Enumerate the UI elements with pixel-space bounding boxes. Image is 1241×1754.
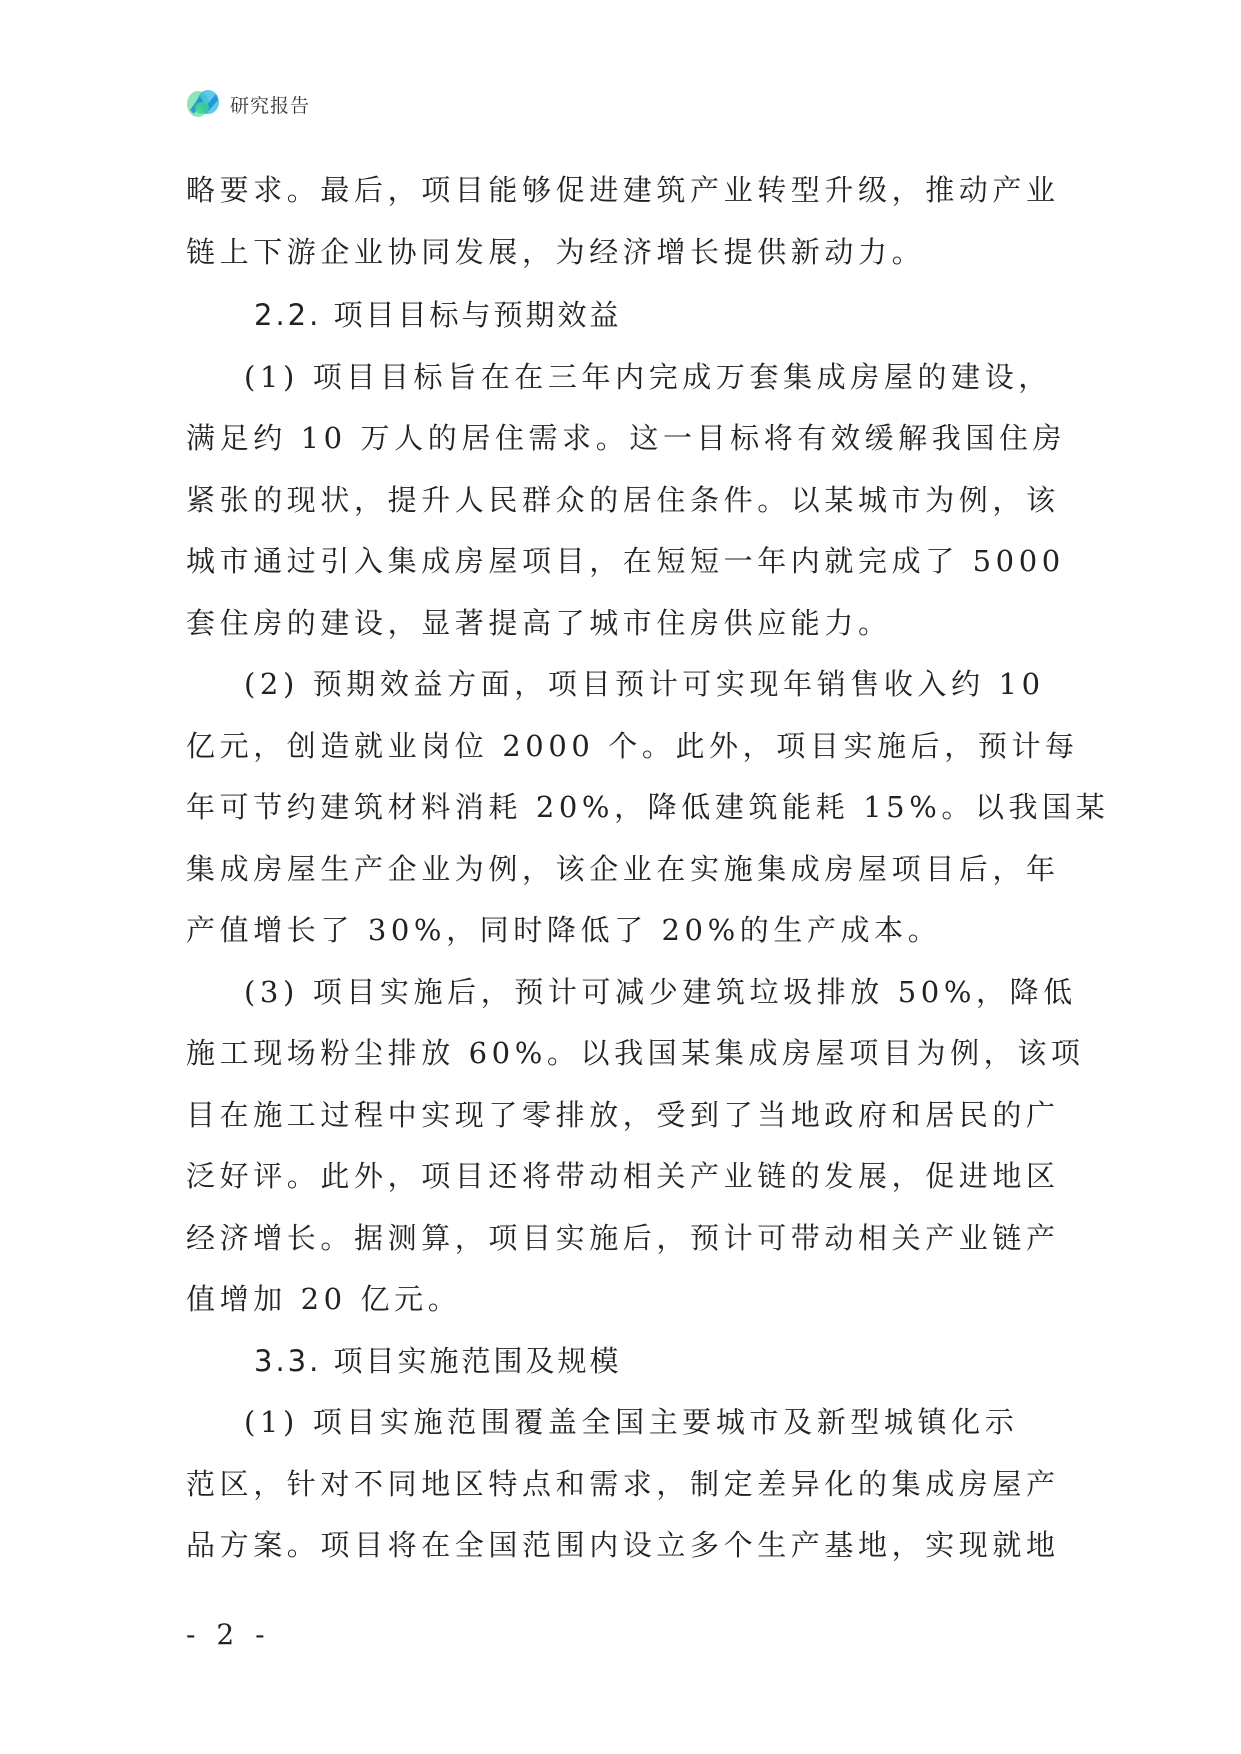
paragraph-line: 品方案。项目将在全国范围内设立多个生产基地，实现就地 — [186, 1528, 1060, 1562]
paragraph-line: 施工现场粉尘排放 60%。以我国某集成房屋项目为例，该项 — [186, 1036, 1085, 1070]
document-body — [186, 160, 1110, 1577]
paragraph-line: 经济增长。据测算，项目实施后，预计可带动相关产业链产 — [186, 1220, 1060, 1255]
paragraph-line: 目在施工过程中实现了零排放，受到了当地政府和居民的广 — [186, 1097, 1060, 1132]
paragraph-line: 值增加 20 亿元。 — [186, 1282, 462, 1316]
paragraph-line: 紧张的现状，提升人民群众的居住条件。以某城市为例，该 — [186, 482, 1060, 517]
page-number: - 2 - — [186, 1618, 271, 1651]
colorful-leaf-logo-icon — [186, 88, 222, 120]
paragraph-line: (3) 项目实施后，预计可减少建筑垃圾排放 50%，降低 — [244, 974, 1077, 1009]
paragraph-line: 范区，针对不同地区特点和需求，制定差异化的集成房屋产 — [186, 1466, 1060, 1501]
paragraph-line: 套住房的建设，显著提高了城市住房供应能力。 — [186, 605, 892, 640]
paragraph-line: (1) 项目实施范围覆盖全国主要城市及新型城镇化示 — [244, 1405, 1019, 1439]
paragraph-line: (2) 预期效益方面，项目预计可实现年销售收入约 10 — [244, 667, 1045, 701]
paragraph-line: (1) 项目目标旨在在三年内完成万套集成房屋的建设， — [244, 359, 1052, 394]
paragraph-line: 满足约 10 万人的居住需求。这一目标将有效缓解我国住房 — [186, 421, 1067, 455]
paragraph-line: 年可节约建筑材料消耗 20%，降低建筑能耗 15%。以我国某 — [186, 790, 1110, 824]
paragraph-line: 泛好评。此外，项目还将带动相关产业链的发展，促进地区 — [186, 1159, 1060, 1193]
paragraph-line: 集成房屋生产企业为例，该企业在实施集成房屋项目后，年 — [186, 851, 1060, 886]
paragraph-line: 产值增长了 30%，同时降低了 20%的生产成本。 — [186, 913, 942, 947]
paragraph-line: 链上下游企业协同发展，为经济增长提供新动力。 — [186, 234, 926, 269]
paragraph-line: 略要求。最后，项目能够促进建筑产业转型升级，推动产业 — [186, 173, 1060, 207]
paragraph-line: 亿元，创造就业岗位 2000 个。此外，项目实施后，预计每 — [186, 728, 1079, 763]
section-heading: 2.2. 项目目标与预期效益 — [254, 298, 622, 332]
report-header — [186, 88, 310, 120]
paragraph-line: 城市通过引入集成房屋项目，在短短一年内就完成了 5000 — [186, 544, 1065, 578]
header-title: 研究报告 — [230, 94, 311, 117]
section-heading: 3.3. 项目实施范围及规模 — [254, 1343, 622, 1378]
